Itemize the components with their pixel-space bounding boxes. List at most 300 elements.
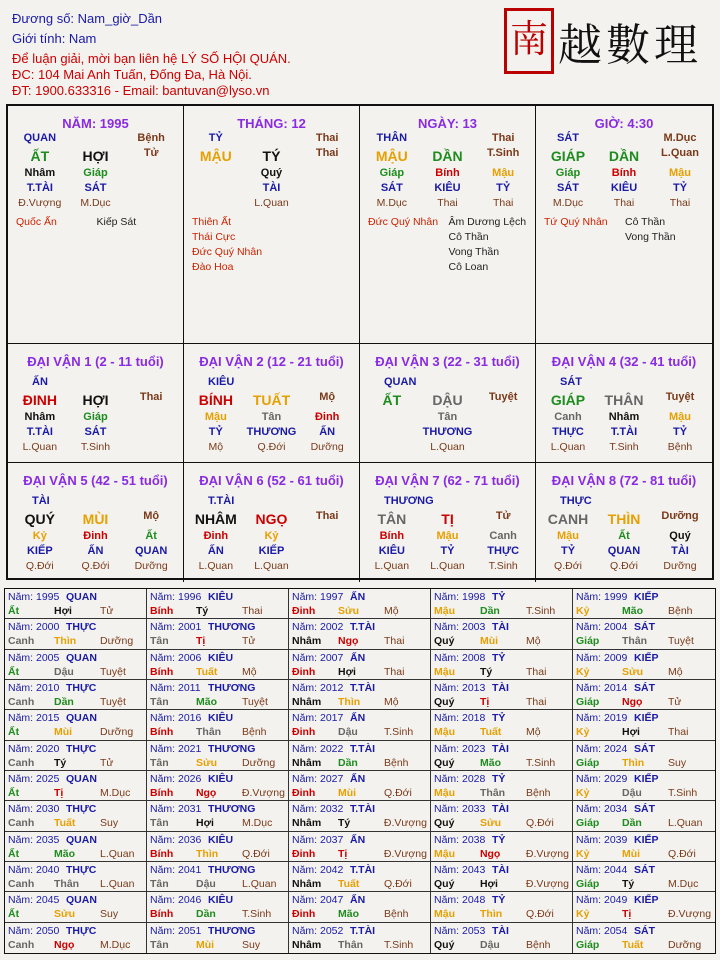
row (536, 196, 712, 211)
year-stem: Tân (150, 938, 169, 951)
year-god: THỰC (66, 803, 97, 816)
year-state: Tuyệt (668, 635, 694, 648)
year-pillar (8, 847, 143, 861)
year-label: Năm: 1996 (150, 591, 202, 603)
pillar-2 (184, 106, 360, 344)
branch: NGỌ (255, 511, 288, 527)
year-cell (5, 710, 147, 740)
row (536, 425, 712, 440)
year-line (434, 833, 569, 847)
hidden-stem: Giáp (555, 167, 581, 179)
year-state: Suy (100, 908, 119, 921)
row (184, 390, 359, 410)
year-state: Bệnh (384, 908, 409, 921)
year-stem: Bính (150, 726, 174, 739)
year-stem: Bính (150, 787, 174, 799)
year-cell (5, 801, 147, 831)
hidden-god (299, 544, 355, 559)
year-pillar (150, 938, 285, 952)
row (536, 181, 712, 196)
year-god: KIÊU (208, 591, 234, 603)
year-line (434, 802, 569, 816)
year-pillar (8, 695, 143, 709)
year-state: Mộ (668, 665, 683, 678)
year-god: KIÊU (208, 712, 234, 725)
year-stem: Canh (8, 756, 35, 769)
year-pillar (434, 938, 569, 952)
year-line (8, 863, 143, 877)
year-branch: Thìn (622, 756, 645, 769)
year-branch: Hợi (54, 605, 72, 617)
year-state: T.Sinh (526, 605, 556, 617)
year-line (576, 620, 712, 634)
year-stem: Ất (8, 726, 20, 739)
year-state: Mộ (384, 696, 399, 708)
year-pillar (292, 756, 427, 770)
year-stem: Nhâm (292, 878, 322, 890)
year-label: Năm: 2036 (150, 833, 202, 846)
year-state: M.Dục (668, 878, 699, 890)
year-cell (431, 832, 573, 862)
hidden-stem: Kỷ (32, 530, 47, 542)
year-line (150, 863, 285, 877)
good-stars (16, 215, 97, 230)
year-god: ẤN (350, 651, 366, 664)
year-line (8, 651, 143, 665)
year-god: TÀI (492, 924, 509, 937)
year-branch: Mão (54, 847, 75, 860)
year-line (292, 742, 427, 756)
luck-title: ĐẠI VẬN 4 (32 - 41 tuổi) (551, 354, 697, 369)
seal-stamp: 南 (504, 8, 554, 74)
year-branch: Dần (196, 908, 216, 921)
year-pillar (150, 634, 285, 648)
hidden-stem: Canh (554, 411, 582, 423)
state: Mộ (319, 391, 336, 403)
year-state: Đ.Vượng (525, 878, 569, 890)
year-cell (289, 832, 431, 862)
year-stem: Giáp (576, 878, 600, 890)
bad-stars (449, 215, 530, 275)
year-pillar (434, 816, 569, 830)
hidden-state: L.Quan (22, 441, 58, 453)
row (184, 166, 359, 181)
year-god: ẤN (350, 894, 366, 907)
year-cell (573, 862, 715, 892)
luck-period-7 (360, 463, 536, 582)
year-state: Dưỡng (100, 726, 134, 739)
year-stem: Mậu (434, 847, 455, 860)
state: Thai (139, 391, 163, 403)
year-state: Bệnh (526, 938, 551, 951)
hidden-state: L.Quan (550, 441, 586, 453)
year-cell (431, 771, 573, 801)
year-state: Bệnh (668, 605, 693, 617)
year-label: Năm: 2037 (292, 833, 344, 846)
year-label: Năm: 2024 (576, 742, 628, 755)
year-pillar (292, 665, 427, 679)
year-pillar (576, 907, 712, 921)
year-pillar (150, 847, 285, 861)
year-god: KIÊU (208, 651, 234, 664)
hidden-stem: Bính (611, 167, 637, 179)
star: Tứ Quý Nhân (544, 216, 608, 228)
luck-period-5 (8, 463, 184, 582)
year-cell (5, 589, 147, 619)
year-line (576, 711, 712, 725)
year-cell (147, 801, 289, 831)
year-stem: Canh (8, 938, 35, 951)
year-cell (431, 892, 573, 922)
year-state: Q.Đới (384, 787, 412, 799)
year-line (576, 924, 712, 938)
year-god: TỶ (492, 833, 506, 846)
year-branch: Ngọ (622, 696, 643, 708)
year-state: M.Dục (242, 817, 273, 830)
year-branch: Dậu (338, 726, 358, 739)
year-pillar (150, 877, 285, 891)
year-state: T.Sinh (242, 908, 272, 921)
year-cell (147, 650, 289, 680)
year-pillar (150, 786, 285, 800)
year-cell (147, 619, 289, 649)
year-pillar (8, 907, 143, 921)
year-stem: Đinh (292, 665, 316, 678)
hidden-stem: Tân (261, 411, 282, 423)
year-cell (573, 741, 715, 771)
year-line (576, 772, 712, 786)
year-state: Tử (668, 696, 682, 708)
stem: NHÂM (194, 511, 237, 527)
year-state: Đ.Vượng (241, 787, 285, 799)
year-stem: Tân (150, 696, 169, 708)
year-state: Mộ (384, 605, 399, 617)
year-state: Đ.Vượng (383, 847, 427, 860)
year-god: QUAN (66, 894, 97, 907)
owner-line: Đương số: Nam_giờ_Dần (12, 11, 163, 26)
year-line (434, 924, 569, 938)
state: Mộ (143, 510, 160, 522)
year-line (150, 833, 285, 847)
hidden-god: KIẾP (258, 545, 285, 557)
cell-text (244, 131, 300, 146)
stem: BÍNH (198, 392, 233, 408)
year-state: Thai (384, 635, 405, 648)
hidden-state: L.Quan (254, 560, 289, 572)
year-label: Năm: 2010 (8, 682, 60, 694)
hidden-state: Q.Đới (257, 441, 286, 453)
year-branch: Ngọ (195, 787, 217, 799)
year-label: Năm: 2048 (434, 894, 486, 907)
row (184, 509, 359, 529)
luck-title: ĐẠI VẬN 7 (62 - 71 tuổi) (375, 473, 520, 488)
year-line (434, 711, 569, 725)
hidden-state: Thai (437, 197, 458, 209)
stem: ẤT (30, 148, 50, 164)
branch: TỊ (441, 511, 454, 527)
year-label: Năm: 2015 (8, 712, 60, 725)
hidden-god: THƯƠNG (422, 426, 473, 438)
year-branch: Tuất (196, 665, 218, 678)
year-god: KIÊU (208, 894, 234, 907)
year-state: Q.Đới (668, 847, 696, 860)
branch: MÙI (82, 511, 109, 527)
row (360, 559, 535, 574)
year-pillar (292, 816, 427, 830)
year-cell (431, 801, 573, 831)
year-god: T.TÀI (350, 803, 376, 816)
year-line (150, 590, 285, 604)
hidden-god: QUAN (134, 545, 168, 557)
year-cell (5, 892, 147, 922)
year-line (8, 620, 143, 634)
hidden-god (188, 181, 244, 196)
good-stars (544, 215, 625, 245)
year-label: Năm: 2042 (292, 864, 344, 876)
year-state: L.Quan (242, 878, 277, 890)
year-label: Năm: 2052 (292, 924, 344, 937)
year-stem: Bính (150, 665, 174, 678)
year-branch: Dậu (480, 938, 500, 951)
row (536, 544, 712, 559)
star: Cô Loan (448, 261, 489, 273)
year-god: QUAN (66, 651, 97, 664)
hidden-god: SÁT (84, 182, 107, 194)
year-god: THƯƠNG (208, 864, 256, 876)
row (184, 131, 359, 146)
row (184, 425, 359, 440)
year-branch: Dậu (622, 787, 642, 799)
hidden-state: T.Sinh (488, 560, 518, 572)
year-stem: Tân (150, 635, 169, 648)
row (8, 544, 183, 559)
year-branch: Mùi (480, 635, 499, 648)
year-branch: Sửu (338, 605, 360, 617)
row (360, 181, 535, 196)
year-god: THƯƠNG (208, 924, 256, 937)
year-state: T.Sinh (526, 756, 556, 769)
year-label: Năm: 2012 (292, 682, 344, 694)
year-stem: Quý (434, 817, 455, 830)
year-cell (573, 771, 715, 801)
hidden-state (364, 440, 420, 455)
year-label: Năm: 2008 (434, 651, 486, 664)
year-state: Q.Đới (526, 908, 554, 921)
pillar-title: NĂM: 1995 (62, 116, 129, 131)
luck-period-2 (184, 344, 360, 463)
year-state: Mộ (526, 635, 541, 648)
year-line (576, 681, 712, 695)
year-god: ẤN (350, 833, 366, 846)
hidden-state: Dưỡng (134, 560, 168, 572)
year-state: Bệnh (242, 726, 267, 739)
year-stem: Canh (8, 635, 35, 648)
hidden-stem: Nhâm (24, 167, 56, 179)
year-label: Năm: 2029 (576, 773, 628, 785)
year-label: Năm: 2016 (150, 712, 202, 725)
hidden-god: TỶ (440, 545, 455, 557)
year-line (150, 802, 285, 816)
hidden-god (475, 425, 531, 440)
year-pillar (292, 907, 427, 921)
year-stem: Quý (434, 635, 455, 648)
cell-text (420, 131, 476, 146)
year-label: Năm: 2013 (434, 682, 486, 694)
state: Thai (491, 132, 515, 144)
year-label: Năm: 2043 (434, 864, 486, 876)
year-branch: Dậu (196, 878, 216, 890)
year-stem: Nhâm (292, 817, 322, 830)
year-state: Thai (526, 665, 547, 678)
year-god: SÁT (634, 864, 655, 876)
row (360, 390, 535, 410)
year-pillar (292, 634, 427, 648)
year-stem: Tân (150, 756, 169, 769)
year-stem: Ất (8, 787, 20, 799)
year-state: L.Quan (100, 878, 135, 890)
branch: TUẤT (252, 392, 291, 408)
year-line (292, 833, 427, 847)
hidden-god: T.TÀI (610, 426, 638, 438)
year-god: T.TÀI (350, 621, 376, 634)
hidden-state: Thai (492, 197, 514, 209)
hidden-god: SÁT (557, 182, 579, 194)
year-cell (573, 589, 715, 619)
hidden-stem: Mậu (669, 411, 691, 423)
row (8, 529, 183, 544)
year-state: Dưỡng (100, 635, 134, 648)
year-state: Tử (242, 635, 256, 648)
year-state: Suy (242, 938, 261, 951)
year-label: Năm: 2045 (8, 894, 60, 907)
year-state: Tuyệt (100, 665, 126, 678)
year-line (150, 711, 285, 725)
year-line (8, 772, 143, 786)
hidden-state: L.Quan (430, 560, 465, 572)
luck-title: ĐẠI VẬN 2 (12 - 21 tuổi) (199, 354, 344, 369)
year-god: ẤN (350, 773, 366, 785)
year-label: Năm: 2041 (150, 864, 202, 876)
year-cell (431, 710, 573, 740)
year-line (576, 863, 712, 877)
star: Kiếp Sát (96, 216, 137, 228)
hidden-stem: Đinh (83, 530, 108, 542)
year-cell (5, 741, 147, 771)
year-cell (289, 741, 431, 771)
luck-god: THƯƠNG (384, 495, 434, 507)
row (536, 529, 712, 544)
year-cell (573, 710, 715, 740)
year-line (292, 681, 427, 695)
year-stem: Tân (150, 817, 169, 830)
year-label: Năm: 2022 (292, 742, 344, 755)
year-state: Tuyệt (100, 696, 126, 708)
year-label: Năm: 2049 (576, 894, 628, 907)
year-cell (5, 680, 147, 710)
year-god: KIÊU (208, 773, 234, 785)
year-branch: Sửu (480, 817, 502, 830)
year-cell (289, 771, 431, 801)
hidden-stem: Mậu (557, 530, 579, 542)
year-god: T.TÀI (350, 924, 376, 937)
year-god: TÀI (492, 864, 509, 876)
year-stem: Kỷ (576, 787, 590, 799)
year-label: Năm: 2033 (434, 803, 486, 816)
hidden-state: T.Sinh (609, 441, 639, 453)
year-state: Đ.Vượng (383, 817, 427, 830)
year-god: THỰC (66, 864, 97, 876)
stem: CANH (547, 511, 589, 527)
brand-logo (504, 8, 702, 74)
year-god: KIẾP (634, 894, 659, 907)
row (360, 410, 535, 425)
year-stem: Bính (150, 908, 174, 921)
year-label: Năm: 2030 (8, 803, 60, 816)
star: Đức Quý Nhân (368, 216, 439, 228)
year-branch: Tý (54, 756, 67, 769)
year-pillar (8, 604, 143, 618)
year-stem: Đinh (292, 605, 316, 617)
year-cell (147, 589, 289, 619)
hidden-god: ẤN (87, 545, 104, 557)
branch: THÌN (607, 511, 641, 527)
year-branch: Mùi (622, 847, 641, 860)
luck-god: ẤN (32, 376, 48, 388)
year-stem: Giáp (576, 756, 600, 769)
luck-god: QUAN (384, 376, 417, 388)
year-label: Năm: 2007 (292, 651, 344, 664)
year-state: Tử (100, 605, 114, 617)
state: Thai (315, 132, 339, 144)
year-line (576, 590, 712, 604)
hidden-stem: Đinh (314, 411, 340, 423)
year-stem: Canh (8, 696, 35, 708)
year-label: Năm: 1995 (8, 591, 60, 603)
year-branch: Ngọ (479, 847, 501, 860)
year-cell (573, 619, 715, 649)
luck-period-4 (536, 344, 712, 463)
year-pillar (8, 816, 143, 830)
year-state: Tuyệt (242, 696, 268, 708)
year-line (434, 742, 569, 756)
stem: ĐINH (22, 392, 57, 408)
row (184, 410, 359, 425)
hidden-state: Mộ (208, 441, 224, 453)
year-branch: Tý (196, 605, 209, 617)
year-cell (5, 619, 147, 649)
year-god: THỰC (66, 924, 97, 937)
hidden-god: T.TÀI (26, 182, 53, 194)
pillar-3 (360, 106, 536, 344)
year-cell (289, 892, 431, 922)
year-branch: Ngọ (338, 635, 359, 648)
year-god: THƯƠNG (208, 742, 256, 755)
year-stem: Canh (8, 878, 35, 890)
year-branch: Tị (337, 847, 348, 860)
year-god: SÁT (634, 742, 655, 755)
year-line (576, 651, 712, 665)
bad-stars (273, 215, 354, 275)
luck-god: TÀI (32, 495, 50, 507)
hidden-state (123, 196, 179, 211)
hidden-state: Bệnh (667, 441, 693, 453)
year-god: ẤN (350, 591, 366, 603)
year-cell (147, 832, 289, 862)
year-line (150, 893, 285, 907)
hidden-stem: Kỷ (264, 530, 279, 542)
pillar-1 (8, 106, 184, 344)
year-state: Mộ (242, 665, 257, 678)
